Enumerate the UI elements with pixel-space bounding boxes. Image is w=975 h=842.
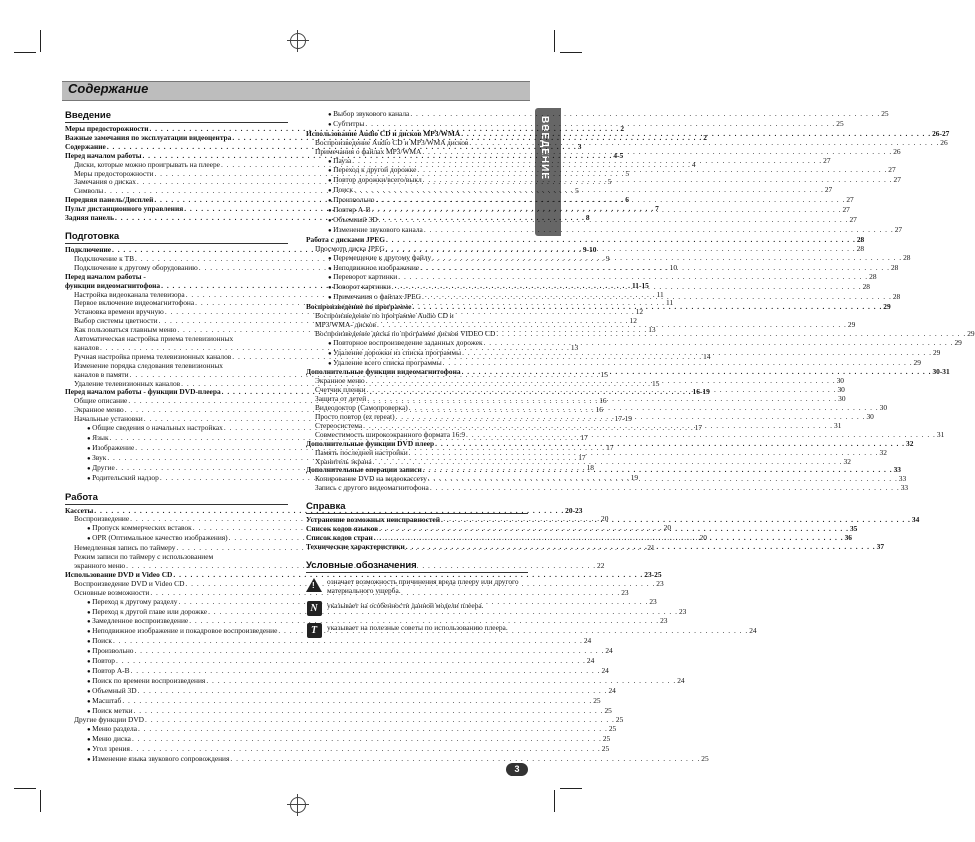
toc-entry-title: ● Примечания о файлах JPEG — [328, 293, 421, 303]
convention-text: означает возможность причинения вреда плееру или другого материального ущерба. — [327, 576, 519, 595]
toc-entry-title: Начальные установки — [74, 414, 143, 424]
toc-leader-dots — [420, 264, 890, 273]
section-rule — [65, 122, 288, 123]
toc-entry-title: ● Изменение языка звукового сопровождения — [87, 755, 229, 765]
toc-leader-dots — [484, 339, 954, 348]
toc-entry-page: 13 — [648, 325, 656, 335]
toc-leader-dots — [138, 687, 608, 696]
toc-entry-page: 5 — [607, 177, 612, 187]
toc-entry-page: 24 — [608, 685, 616, 695]
crop-mark — [560, 52, 582, 53]
toc-entry-title: ● Язык — [87, 434, 109, 444]
toc-leader-dots — [392, 280, 862, 292]
toc-entry-title: Передняя панель/Дисплей — [65, 195, 154, 205]
toc-leader-dots — [379, 213, 849, 225]
toc-entry-page: 18 — [586, 462, 594, 472]
toc-entry-page: 28 — [856, 243, 865, 253]
toc-entry-page: 26 — [893, 146, 901, 156]
toc-entry-page: 5 — [625, 168, 630, 178]
toc-entry-page: 24 — [586, 656, 595, 666]
section-rule — [65, 504, 288, 505]
toc-leader-dots — [406, 543, 876, 552]
toc-entry-page: 31 — [834, 420, 842, 430]
toc-entry-page: 26-27 — [932, 128, 950, 138]
toc-entry-page: 27 — [894, 224, 903, 234]
toc-entry-page: 27 — [823, 155, 831, 165]
toc-entry-title: Запись с другого видеомагнитофона — [315, 483, 429, 493]
page-number-badge: 3 — [506, 763, 528, 776]
toc-leader-dots — [430, 484, 900, 493]
crop-mark — [560, 788, 582, 789]
toc-entry-title: экранного меню — [74, 560, 126, 570]
toc-entry-page: 29 — [913, 357, 921, 367]
toc-entry-page: 27 — [842, 205, 850, 215]
toc-entry-title: Другие функции DVD — [74, 715, 145, 725]
toc-entry-title: Удаление телевизионных каналов — [74, 378, 181, 388]
toc-entry-title: Стереосистема — [315, 420, 363, 430]
toc-entry-page: 28 — [892, 292, 901, 302]
toc-entry-page: 23 — [656, 578, 664, 588]
toc-entry — [306, 252, 911, 264]
crop-mark — [40, 790, 41, 812]
toc-entry-page: 17 — [606, 442, 614, 452]
toc-entry-page: 37 — [876, 541, 885, 551]
toc-leader-dots — [462, 349, 932, 358]
toc-entry-title: Подключение — [65, 244, 111, 254]
toc-entry-page: 5 — [575, 186, 579, 196]
toc-leader-dots — [365, 120, 835, 129]
toc-entry-title: Как пользоваться главным меню — [74, 325, 177, 335]
toc-entry-title: ● Перемещение к другому файлу — [328, 254, 431, 264]
toc-entry-page: 16 — [599, 396, 607, 406]
side-tab-label: ВВЕДЕНИЕ — [539, 116, 550, 180]
toc-entry-page: 32 — [843, 456, 851, 466]
toc-entry-title: Перед началом работы - функции DVD-плеера — [65, 387, 221, 397]
toc-entry-title: Воспроизведение по программе — [306, 302, 412, 312]
toc-entry-title: ● Повтор дорожки/всего/выкл — [328, 176, 422, 186]
toc-entry-title: ● Угол зрения — [87, 745, 130, 755]
toc-leader-dots — [230, 755, 700, 764]
toc-entry-page: 23 — [649, 596, 657, 606]
header-bar — [62, 81, 530, 101]
toc-leader-dots — [354, 186, 824, 195]
toc-leader-dots — [132, 735, 602, 744]
toc-entry-title: Воспроизведение по программе Audio CD и — [315, 311, 454, 321]
toc-entry-page: 25 — [604, 705, 612, 715]
section-heading: Подготовка — [65, 230, 120, 242]
toc-entry-title: ● Поиск — [328, 186, 353, 196]
toc-leader-dots — [116, 657, 586, 666]
toc-entry-title: Изменение порядка следования телевизионных — [74, 360, 223, 370]
toc-entry-title: Дополнительные функции DVD плеер — [306, 438, 435, 448]
toc-entry-page: 27 — [849, 214, 857, 224]
toc-entry-page: 29 — [883, 302, 891, 312]
toc-entry-title: ● Масштаб — [87, 697, 121, 707]
toc-entry-title: Диски, которые можно проигрывать на плеере — [74, 159, 220, 169]
toc-entry-title: Автоматическая настройка приема телевизионных — [74, 334, 234, 344]
convention-item — [306, 601, 528, 617]
toc-entry-title: ● Выбор звукового канала — [328, 110, 409, 120]
toc-entry-page: 17 — [580, 433, 588, 442]
toc-entry-page: 28 — [903, 252, 911, 262]
toc-entry-page: 21 — [647, 543, 655, 553]
toc-entry-page: 29 — [954, 337, 962, 347]
toc-entry-page: 25 — [608, 724, 617, 734]
toc-entry-page: 13 — [570, 342, 579, 352]
toc-entry-title: ● Поиск по времени воспроизведения — [87, 677, 205, 687]
toc-entry-title: ● Повтор A-B — [328, 206, 371, 216]
toc-entry-page: 9-10 — [582, 244, 597, 254]
toc-entry-page: 23 — [678, 606, 687, 616]
toc-entry-title: ● Переход к другой дорожке — [328, 166, 416, 176]
toc-entry-page: 27 — [893, 175, 901, 185]
toc-entry-page: 24 — [749, 626, 757, 636]
toc-entry-page: 12 — [629, 316, 637, 326]
toc-entry-title: Список кодов стран — [306, 532, 373, 542]
toc-entry-title: Меры предосторожности — [65, 124, 149, 133]
toc-entry-page: 3 — [577, 141, 582, 151]
toc-entry-page: 31 — [936, 429, 945, 439]
toc-entry — [65, 754, 709, 765]
toc-entry-title: Хранитель экрана — [315, 456, 372, 466]
toc-entry-page: 20 — [601, 514, 609, 524]
toc-entry-page: 27 — [846, 195, 854, 205]
tip-icon: T — [306, 623, 322, 639]
toc-entry-page: 30 — [837, 385, 845, 395]
toc-entry-page: 15 — [600, 369, 608, 379]
toc-entry-page: 11-15 — [632, 280, 649, 290]
toc-leader-dots — [352, 157, 822, 166]
toc-entry-title: ● Произвольно — [328, 196, 374, 206]
toc-entry-title: ● Меню диска — [87, 735, 131, 745]
toc-entry-title: Замечания о дисках — [74, 177, 136, 187]
toc-leader-dots — [432, 254, 902, 263]
section-rule — [65, 243, 288, 244]
toc-entry-title: Выбор системы цветности — [74, 316, 158, 326]
toc-leader-dots — [412, 303, 882, 312]
toc-entry-title: Подключение к другому оборудованию — [74, 262, 198, 272]
warning-triangle-icon — [306, 577, 322, 593]
toc-entry-page: 27 — [888, 165, 896, 175]
toc-entry-title: Совместимость широкоэкранного формата 16:9 — [315, 429, 466, 439]
toc-entry-page: 11 — [656, 289, 664, 299]
toc-entry-page: 29 — [967, 328, 975, 338]
toc-entry-title: ● Объемный 3D — [328, 216, 378, 226]
section-heading: Работа — [65, 491, 98, 503]
toc-entry-page: 26 — [940, 137, 948, 147]
toc-entry-title: Настройка видеоканала телевизора — [74, 289, 185, 299]
toc-entry-page: 27 — [824, 185, 833, 195]
toc-leader-dots — [134, 647, 604, 656]
toc-entry-page: 20-23 — [565, 505, 583, 515]
toc-leader-dots — [443, 359, 913, 368]
toc-entry-title: Установка времени вручную — [74, 307, 164, 317]
toc-entry-title: Меры предосторожности — [74, 168, 154, 178]
section-rule — [306, 572, 528, 573]
toc-entry-title: Экранное меню — [74, 405, 124, 415]
toc-entry-title: Символы — [74, 186, 104, 196]
toc-entry-title: ● Изображение — [87, 444, 134, 454]
toc-leader-dots — [410, 110, 880, 119]
toc-entry-title: ● Объемный 3D — [87, 687, 137, 697]
toc-entry-page: 17-19 — [614, 414, 632, 424]
toc-leader-dots — [131, 745, 601, 754]
toc-entry-page: 30 — [838, 394, 846, 404]
toc-entry-title: Дополнительные операции записи — [306, 465, 422, 475]
toc-entry-title: Задняя панель — [65, 213, 114, 223]
toc-entry — [306, 483, 909, 493]
toc-leader-dots — [372, 206, 842, 215]
toc-entry-title: Счетчик пленки — [315, 385, 366, 395]
toc-entry-page: 33 — [898, 474, 907, 484]
toc-entry-title: Содержание — [65, 141, 106, 151]
toc-entry-page: 4 — [691, 159, 696, 169]
toc-leader-dots — [134, 707, 604, 716]
crop-mark — [554, 30, 555, 52]
toc-entry-title: Просто повтор (ez repeat) — [315, 412, 395, 421]
toc-entry-title: функции видеомагнитофона — [65, 280, 161, 290]
toc-entry-title: Воспроизведение DVD и Video CD — [74, 578, 185, 588]
toc-entry-page: 11 — [666, 298, 674, 308]
toc-entry-title: каналов — [74, 342, 99, 352]
toc-entry-title: Подключение к ТВ — [74, 253, 135, 263]
toc-entry-page: 32 — [879, 447, 887, 457]
toc-entry-page: 17 — [694, 423, 703, 433]
toc-entry-page: 4-5 — [613, 150, 624, 160]
toc-entry-title: Перед началом работы - — [65, 271, 146, 281]
section-heading: Условные обозначения — [306, 559, 417, 571]
toc-entry-page: 30 — [879, 403, 888, 413]
toc-entry-title: Работа с дисками JPEG — [306, 234, 385, 244]
toc-entry-page: 25 — [881, 109, 889, 118]
toc-entry-title: Ручная настройка приема телевизионных каналов — [74, 351, 232, 361]
toc-entry-title: ● Переход к другому разделу — [87, 598, 177, 608]
convention-text: указывает на полезные советы по использованию плеера. — [327, 622, 508, 632]
toc-entry-page: 29 — [847, 319, 856, 329]
toc-entry-page: 28 — [869, 272, 877, 282]
toc-entry-page: 24 — [677, 675, 685, 685]
section-heading: Введение — [65, 110, 112, 121]
toc-entry-title: ● Другие — [87, 464, 115, 474]
toc-entry-page: 25 — [602, 734, 611, 744]
toc-entry-title: ● Переход к другой главе или дорожке — [87, 608, 207, 618]
toc-entry-page: 8 — [585, 213, 590, 223]
toc-entry-title: Перед началом работы — [65, 150, 142, 160]
toc-leader-dots — [398, 273, 868, 282]
toc-entry-page: 25 — [701, 754, 709, 764]
toc-entry-title: ● Повтор — [87, 657, 115, 667]
toc-entry-title: Общие описание — [74, 396, 128, 406]
toc-entry-page: 10 — [669, 262, 678, 272]
toc-entry-page: 34 — [911, 515, 920, 525]
toc-entry-title: ● Повтор A-B — [87, 667, 130, 677]
toc-entry-title: ● Меню раздела — [87, 725, 137, 735]
toc-entry-page: 22 — [597, 560, 605, 570]
toc-entry-title: Режим записи по таймеру с использованием — [74, 552, 214, 562]
convention-item — [306, 623, 528, 639]
toc-leader-dots — [417, 166, 887, 175]
toc-entry-title: Воспроизведение Audio CD и MP3/WMA дисков — [315, 137, 469, 147]
toc-entry-page: 15 — [652, 378, 660, 388]
toc-entry-title: Кассеты — [65, 505, 94, 515]
toc-leader-dots — [122, 697, 592, 706]
toc-leader-dots — [138, 725, 608, 734]
toc-entry-page: 20 — [663, 523, 672, 533]
toc-entry-title: ● Звук — [87, 454, 106, 464]
section-heading: Справка — [306, 501, 346, 513]
toc-entry-page: 24 — [583, 636, 592, 646]
toc-entry-page: 33 — [893, 465, 901, 475]
toc-entry-page: 29 — [932, 347, 941, 357]
toc-leader-dots — [375, 196, 845, 205]
toc-entry-page: 6 — [625, 195, 629, 205]
toc-entry-page: 16-19 — [692, 387, 710, 397]
note-icon: N — [306, 601, 322, 617]
toc-entry-page: 19 — [630, 472, 639, 482]
toc-entry-page: 2 — [620, 124, 625, 133]
toc-entry-title: MP3/WMA- дисков — [315, 319, 377, 329]
toc-entry-title: Экранное меню — [315, 376, 365, 386]
toc-entry-title: Основные возможности — [74, 587, 150, 597]
toc-entry-title: Примечания о файлах MP3/WMA — [315, 146, 422, 156]
toc-entry-title: ● Пауза — [328, 157, 351, 167]
toc-entry-page: 25 — [615, 715, 624, 725]
toc-entry-title: ● Общие сведения о начальных настройках — [87, 424, 223, 434]
toc-entry-page: 17 — [578, 452, 586, 462]
convention-item — [306, 577, 528, 595]
crop-mark — [14, 52, 36, 53]
toc-entry-title: Воспроизведение диска по программе дисков VIDEO CD — [315, 328, 496, 338]
toc-entry-page: 33 — [900, 483, 909, 493]
toc-entry-page: 16 — [595, 405, 603, 415]
toc-leader-dots — [424, 226, 894, 235]
toc-entry-page: 28 — [862, 282, 870, 292]
toc-entry-title: ● Удаление дорожки из списка программы — [328, 349, 461, 359]
conventions-list — [306, 577, 528, 639]
toc-entry-title: ● Пропуск коммерческих вставок — [87, 524, 192, 534]
toc-entry-page: 32 — [906, 438, 914, 448]
toc-entry-title: Использование DVD и Video CD — [65, 569, 173, 579]
toc-entry-title: Устранение возможных неисправностей — [306, 515, 441, 525]
toc-entry-page: 14 — [703, 351, 711, 361]
toc-entry-page: 20 — [699, 533, 707, 543]
page-title: Содержание — [68, 81, 149, 96]
crop-mark — [554, 790, 555, 812]
toc-entry-title: ● Неподвижное изображение и покадровое воспроизведение — [87, 627, 277, 637]
toc-entry-title: ● Изменение звукового канала — [328, 226, 423, 236]
toc-entry-title: Копирование DVD на видеокассету — [315, 474, 427, 484]
toc-entry-title: ● Поиск — [87, 637, 112, 647]
toc-entry-title: Список кодов языков — [306, 524, 379, 534]
toc-entry-title: Технические характеристики — [306, 541, 405, 551]
toc-entry-page: 23-25 — [644, 569, 662, 579]
toc-entry-title: ● Произвольно — [87, 647, 133, 657]
toc-entry-page: 36 — [844, 532, 852, 542]
crop-mark — [14, 788, 36, 789]
toc-entry-page: 24 — [605, 646, 613, 656]
toc-entry-page: 24 — [601, 665, 609, 675]
toc-leader-dots — [206, 677, 676, 686]
crop-mark — [40, 30, 41, 52]
toc-entry-title: Видеодоктор (Самопроверка) — [315, 403, 408, 413]
toc-entry-page: 25 — [836, 118, 844, 128]
toc-entry-page: 30 — [866, 412, 874, 421]
toc-entry-title: ● Неподвижное изображение — [328, 264, 419, 274]
toc-entry-page: 30-31 — [932, 367, 950, 377]
toc-entry-title: Пульт дистанционного управления — [65, 204, 184, 214]
toc-entry-page: 12 — [635, 307, 644, 317]
toc-entry-title: Дополнительные функции видеомагнитофона — [306, 367, 461, 377]
toc-entry-title: ● Переворот картинки — [328, 273, 397, 283]
toc-entry-title: ● Поворот картинки — [328, 283, 391, 293]
section-rule — [306, 513, 528, 514]
toc-entry-title: ● OPR (Оптимальное качество изображения) — [87, 534, 228, 544]
toc-entry-page: 28 — [890, 262, 899, 272]
toc-entry-title: Немедленная запись по таймеру — [74, 543, 176, 553]
toc-entry-page: 35 — [849, 524, 858, 534]
toc-entry-title: ● Повторное воспроизведение заданных дорожек — [328, 339, 483, 349]
toc-entry-title: Важные замечания по эксплуатации видеоцентра — [65, 132, 232, 142]
toc-entry-page: 2 — [703, 132, 707, 142]
toc-entry-title: Защита от детей — [315, 394, 367, 404]
toc-entry-page: 9 — [605, 253, 610, 263]
toc-entry-title: ● Родительский надзор — [87, 474, 159, 484]
toc-leader-dots — [423, 176, 893, 185]
convention-text: указывает на особенности данной модели плеера. — [327, 600, 484, 610]
toc-leader-dots — [422, 289, 892, 302]
toc-entry-title: ● Поиск метки — [87, 707, 133, 717]
toc-entry-title: Просмотр диска JPEG — [315, 243, 385, 253]
registration-mark — [290, 797, 306, 813]
toc-entry-title: Воспроизведение — [74, 514, 130, 524]
toc-entry-page: 30 — [836, 376, 844, 386]
toc-entry-title: ● Удаление всего списка программы — [328, 359, 442, 369]
registration-mark — [290, 33, 306, 49]
toc-entry-page: 23 — [621, 587, 629, 597]
toc-entry-page: 7 — [655, 204, 659, 214]
toc-entry-title: Использование Audio CD и дисков MP3/WMA — [306, 128, 461, 138]
toc-entry-title: Первое включение видеомагнитофона — [74, 298, 195, 308]
toc-entry-page: 23 — [660, 616, 668, 626]
toc-entry-page: 28 — [856, 234, 865, 244]
toc-entry-page: 25 — [593, 695, 601, 705]
toc-entry-title: ● Субтитры — [328, 120, 364, 130]
toc-entry-page: 25 — [601, 744, 610, 754]
toc-entry-title: каналов в памяти — [74, 369, 129, 379]
toc-leader-dots — [131, 667, 601, 676]
toc-entry-title: ● Замедленное воспроизведение — [87, 617, 188, 627]
toc-entry-title: Память последней настройки — [315, 447, 408, 457]
